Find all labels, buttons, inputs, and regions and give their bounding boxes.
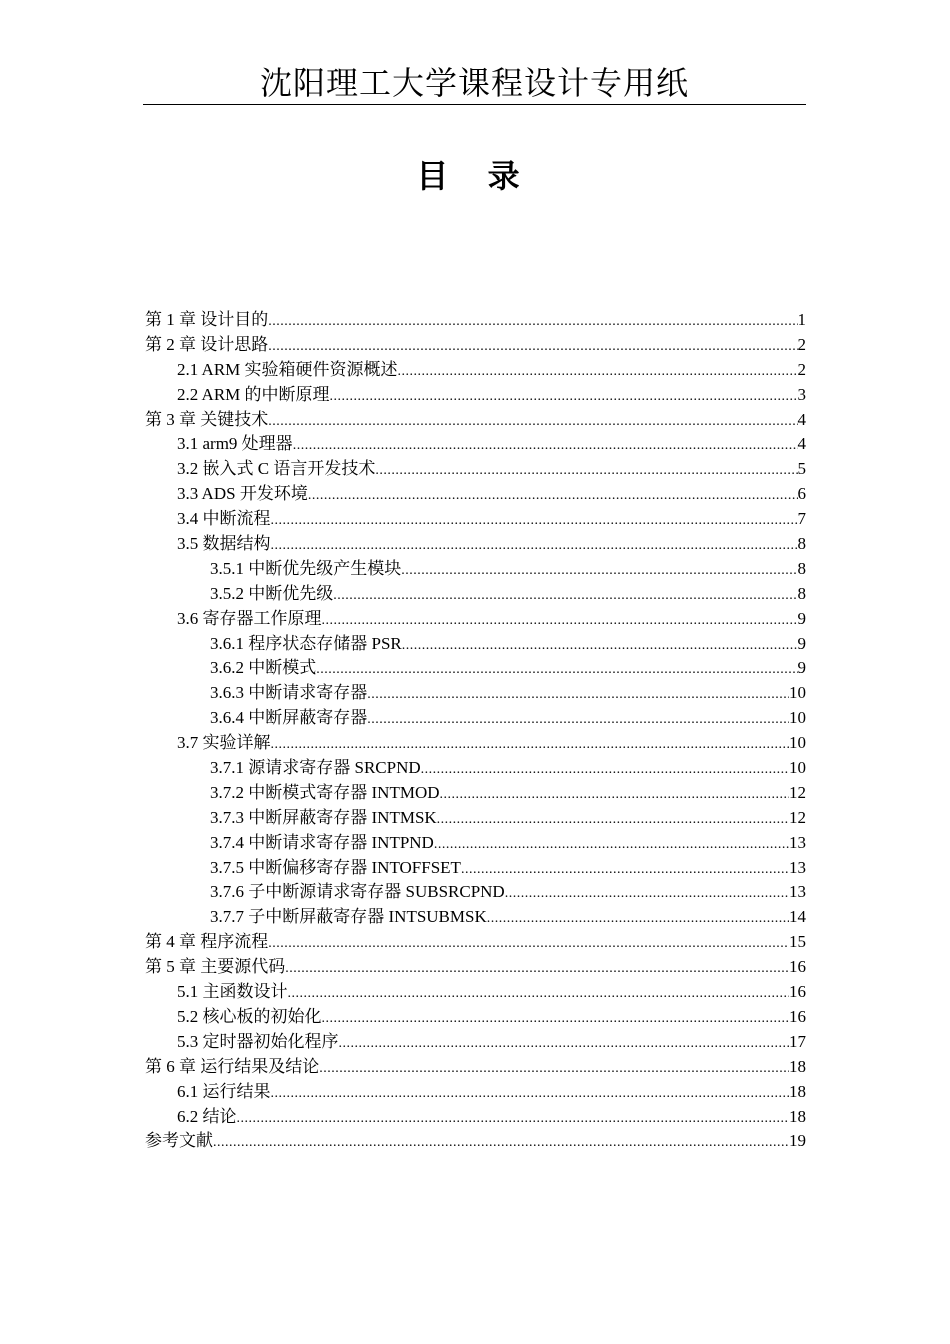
toc-entry[interactable]: [145, 781, 806, 806]
toc-entry-page-number: 10: [789, 758, 806, 778]
toc-dot-leader: [461, 858, 789, 883]
toc-entry-page-number: 13: [789, 832, 806, 852]
toc-dot-leader: [268, 335, 797, 360]
toc-entry-page-number: 4: [797, 434, 806, 454]
toc-entry[interactable]: [145, 632, 806, 657]
toc-entry[interactable]: [145, 831, 806, 856]
toc-entry-page-number: 10: [789, 733, 806, 753]
toc-entry-title: 6.1 运行结果: [177, 1081, 271, 1101]
toc-entry-page-number: 4: [797, 409, 806, 429]
toc-entry-page-number: 16: [789, 1006, 806, 1026]
toc-entry[interactable]: [145, 432, 806, 457]
toc-entry-page-number: 12: [789, 782, 806, 802]
toc-entry[interactable]: [145, 706, 806, 731]
toc-dot-leader: [271, 733, 790, 758]
toc-entry[interactable]: [145, 308, 806, 333]
table-of-contents: [145, 308, 806, 1154]
toc-entry[interactable]: [145, 1055, 806, 1080]
toc-entry-page-number: 9: [797, 608, 806, 628]
toc-entry[interactable]: [145, 457, 806, 482]
header-title: 沈阳理工大学课程设计专用纸: [259, 64, 689, 102]
toc-entry-title: 3.7 实验详解: [177, 733, 271, 753]
toc-entry-page-number: 7: [797, 509, 806, 529]
toc-entry-title: 3.2 嵌入式 C 语言开发技术: [177, 459, 376, 479]
toc-entry-page-number: 13: [789, 857, 806, 877]
toc-dot-leader: [487, 907, 789, 932]
toc-entry-title: 3.3 ADS 开发环境: [177, 484, 308, 504]
toc-entry-title: 3.5.2 中断优先级: [210, 583, 334, 603]
toc-entry-title: 2.1 ARM 实验箱硬件资源概述: [177, 359, 398, 379]
toc-entry[interactable]: [145, 1105, 806, 1130]
toc-entry-title: 3.6 寄存器工作原理: [177, 608, 322, 628]
toc-entry[interactable]: [145, 980, 806, 1005]
toc-entry-title: 3.6.3 中断请求寄存器: [210, 683, 368, 703]
toc-entry-title: 3.7.5 中断偏移寄存器 INTOFFSET: [210, 857, 461, 877]
toc-entry-page-number: 16: [789, 982, 806, 1002]
toc-entry[interactable]: [145, 681, 806, 706]
toc-dot-leader: [437, 808, 789, 833]
toc-entry-page-number: 13: [789, 882, 806, 902]
toc-dot-leader: [402, 634, 798, 659]
toc-dot-leader: [398, 360, 798, 385]
toc-entry-page-number: 16: [789, 957, 806, 977]
toc-entry-page-number: 2: [797, 334, 806, 354]
toc-entry-page-number: 6: [797, 484, 806, 504]
toc-dot-leader: [401, 559, 797, 584]
toc-dot-leader: [271, 1082, 790, 1107]
toc-entry-title: 第 6 章 运行结果及结论: [145, 1056, 320, 1076]
toc-entry-page-number: 15: [789, 932, 806, 952]
toc-dot-leader: [268, 410, 797, 435]
toc-dot-leader: [319, 1057, 789, 1082]
toc-entry[interactable]: [145, 507, 806, 532]
toc-entry-title: 3.7.6 子中断源请求寄存器 SUBSRCPND: [210, 882, 505, 902]
toc-dot-leader: [288, 982, 790, 1007]
toc-dot-leader: [308, 484, 798, 509]
toc-dot-leader: [285, 957, 789, 982]
toc-dot-leader: [237, 1107, 790, 1132]
toc-entry-title: 3.7.1 源请求寄存器 SRCPND: [210, 758, 421, 778]
toc-entry-page-number: 18: [789, 1056, 806, 1076]
toc-entry[interactable]: [145, 532, 806, 557]
toc-entry-page-number: 14: [789, 907, 806, 927]
toc-entry[interactable]: [145, 333, 806, 358]
toc-dot-leader: [268, 932, 789, 957]
toc-entry-page-number: 8: [797, 583, 806, 603]
toc-entry[interactable]: [145, 1080, 806, 1105]
toc-entry[interactable]: [145, 955, 806, 980]
toc-dot-leader: [330, 385, 798, 410]
toc-entry-title: 第 3 章 关键技术: [145, 409, 269, 429]
toc-entry-page-number: 10: [789, 683, 806, 703]
toc-entry[interactable]: [145, 656, 806, 681]
toc-entry-title: 5.1 主函数设计: [177, 982, 288, 1002]
toc-entry[interactable]: [145, 1005, 806, 1030]
toc-entry-page-number: 18: [789, 1106, 806, 1126]
toc-dot-leader: [293, 434, 798, 459]
toc-entry-title: 3.6.2 中断模式: [210, 658, 317, 678]
toc-entry-page-number: 8: [797, 558, 806, 578]
toc-dot-leader: [271, 509, 798, 534]
toc-heading: 目 录: [416, 157, 534, 195]
toc-dot-leader: [367, 683, 789, 708]
toc-entry[interactable]: [145, 806, 806, 831]
toc-dot-leader: [271, 534, 798, 559]
toc-entry-title: 3.7.7 子中断屏蔽寄存器 INTSUBMSK: [210, 907, 487, 927]
toc-entry[interactable]: [145, 930, 806, 955]
toc-entry[interactable]: [145, 607, 806, 632]
toc-dot-leader: [322, 609, 798, 634]
toc-entry-title: 3.5 数据结构: [177, 534, 271, 554]
toc-entry-page-number: 10: [789, 708, 806, 728]
toc-entry[interactable]: [145, 557, 806, 582]
toc-entry[interactable]: [145, 408, 806, 433]
toc-entry-title: 第 4 章 程序流程: [145, 932, 269, 952]
toc-entry-page-number: 1: [797, 310, 806, 329]
toc-entry-page-number: 8: [797, 534, 806, 554]
toc-entry[interactable]: [145, 856, 806, 881]
toc-dot-leader: [268, 310, 797, 335]
toc-dot-leader: [213, 1131, 789, 1156]
toc-dot-leader: [505, 882, 789, 907]
toc-entry-title: 3.1 arm9 处理器: [177, 434, 293, 454]
toc-entry-page-number: 9: [797, 633, 806, 653]
toc-entry-page-number: 17: [789, 1031, 806, 1051]
toc-entry[interactable]: [145, 905, 806, 930]
toc-entry[interactable]: [145, 731, 806, 756]
toc-entry[interactable]: [145, 358, 806, 383]
toc-entry-title: 3.4 中断流程: [177, 509, 271, 529]
toc-dot-leader: [375, 459, 797, 484]
toc-entry-title: 3.7.4 中断请求寄存器 INTPND: [210, 832, 434, 852]
toc-entry[interactable]: [145, 756, 806, 781]
toc-entry-title: 5.2 核心板的初始化: [177, 1006, 322, 1026]
toc-entry-title: 3.6.4 中断屏蔽寄存器: [210, 708, 368, 728]
toc-entry-title: 3.7.3 中断屏蔽寄存器 INTMSK: [210, 807, 437, 827]
toc-entry-page-number: 12: [789, 807, 806, 827]
toc-dot-leader: [333, 584, 797, 609]
toc-dot-leader: [434, 833, 789, 858]
toc-entry-title: 3.6.1 程序状态存储器 PSR: [210, 633, 402, 653]
toc-entry-page-number: 9: [797, 658, 806, 678]
toc-entry[interactable]: [145, 383, 806, 408]
toc-dot-leader: [339, 1032, 790, 1057]
toc-entry-page-number: 3: [797, 384, 806, 404]
toc-entry-title: 3.7.2 中断模式寄存器 INTMOD: [210, 782, 440, 802]
toc-entry[interactable]: [145, 1030, 806, 1055]
toc-dot-leader: [367, 708, 789, 733]
toc-entry-page-number: 18: [789, 1081, 806, 1101]
toc-entry-page-number: 19: [789, 1131, 806, 1151]
toc-entry-title: 5.3 定时器初始化程序: [177, 1031, 339, 1051]
page-header: [143, 62, 806, 105]
toc-entry-title: 第 5 章 主要源代码: [145, 957, 286, 977]
toc-entry-title: 3.5.1 中断优先级产生模块: [210, 558, 402, 578]
toc-entry-title: 第 1 章 设计目的: [145, 310, 269, 329]
toc-entry[interactable]: [145, 482, 806, 507]
toc-entry[interactable]: [145, 582, 806, 607]
toc-entry-title: 第 2 章 设计思路: [145, 334, 269, 354]
toc-entry[interactable]: [145, 880, 806, 905]
toc-entry-title: 参考文献: [145, 1131, 213, 1151]
toc-dot-leader: [421, 758, 789, 783]
toc-dot-leader: [316, 658, 797, 683]
toc-entry-title: 6.2 结论: [177, 1106, 237, 1126]
toc-entry[interactable]: [145, 1129, 806, 1154]
toc-entry-page-number: 5: [797, 459, 806, 479]
toc-entry-title: 2.2 ARM 的中断原理: [177, 384, 330, 404]
toc-entry-page-number: 2: [797, 359, 806, 379]
toc-dot-leader: [322, 1007, 790, 1032]
toc-dot-leader: [440, 783, 790, 808]
